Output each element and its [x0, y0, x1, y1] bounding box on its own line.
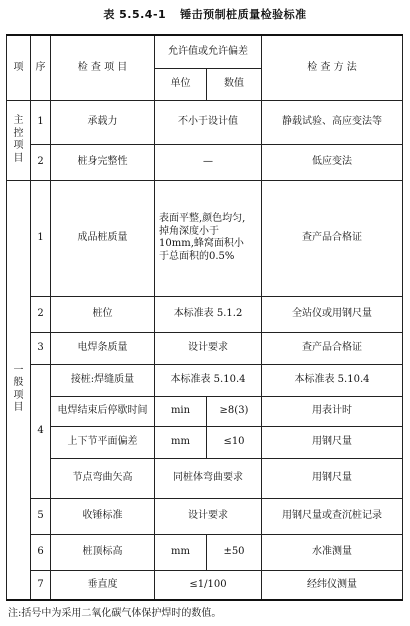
row-allowance: ≤1/100 — [155, 570, 262, 600]
row-method: 用表计时 — [262, 396, 403, 426]
table-row — [7, 498, 403, 534]
row-item: 承载力 — [51, 100, 155, 144]
row-item: 收锤标准 — [51, 498, 155, 534]
row-unit: mm — [155, 534, 207, 570]
row-allowance: 同桩体弯曲要求 — [155, 458, 262, 498]
row-allowance: — — [155, 144, 262, 180]
row-allowance: 本标准表 5.1.2 — [155, 296, 262, 332]
row-unit: min — [155, 396, 207, 426]
table-number: 表 5.5.4-1 — [103, 8, 167, 21]
table-row — [7, 570, 403, 600]
row-item: 垂直度 — [51, 570, 155, 600]
row-method: 用钢尺量或查沉桩记录 — [262, 498, 403, 534]
header-method: 检 查 方 法 — [262, 35, 403, 100]
row-value: ≥8(3) — [207, 396, 262, 426]
table-caption: 锤击预制桩质量检验标准 — [180, 8, 307, 21]
row-method: 用钢尺量 — [262, 458, 403, 498]
header-item: 检 查 项 目 — [51, 35, 155, 100]
row-item: 桩位 — [51, 296, 155, 332]
group-general: 一 般 项 目 — [7, 180, 31, 600]
row-method: 本标准表 5.10.4 — [262, 364, 403, 396]
table-row — [7, 296, 403, 332]
row-value: ≤10 — [207, 426, 262, 458]
row-seq: 1 — [31, 100, 51, 144]
table-note: 注:括号中为采用二氧化碳气体保护焊时的数值。 — [8, 608, 222, 619]
row-seq: 6 — [31, 534, 51, 570]
header-seq: 序 — [31, 35, 51, 100]
header-unit: 单位 — [155, 68, 207, 100]
row-seq: 3 — [31, 332, 51, 364]
quality-inspection-table — [6, 34, 403, 601]
row-item: 接桩:焊缝质量 — [51, 364, 155, 396]
row-item: 电焊条质量 — [51, 332, 155, 364]
row-allowance: 本标准表 5.10.4 — [155, 364, 262, 396]
row-allowance: 不小于设计值 — [155, 100, 262, 144]
header-value: 数值 — [207, 68, 262, 100]
row-item: 节点弯曲矢高 — [51, 458, 155, 498]
group-main-control: 主 控 项 目 — [7, 100, 31, 180]
table-title — [0, 6, 410, 22]
table-row — [7, 144, 403, 180]
row-item: 成品桩质量 — [51, 180, 155, 296]
table-row — [7, 332, 403, 364]
row-method: 低应变法 — [262, 144, 403, 180]
row-seq: 5 — [31, 498, 51, 534]
row-method: 用钢尺量 — [262, 426, 403, 458]
row-seq: 2 — [31, 296, 51, 332]
row-unit: mm — [155, 426, 207, 458]
row-method: 经纬仪测量 — [262, 570, 403, 600]
row-item: 桩顶标高 — [51, 534, 155, 570]
header-allowance: 允许值或允许偏差 — [155, 35, 262, 68]
row-method: 水准测量 — [262, 534, 403, 570]
table-row — [7, 100, 403, 144]
row-seq: 1 — [31, 180, 51, 296]
row-item: 桩身完整性 — [51, 144, 155, 180]
row-method: 静载试验、高应变法等 — [262, 100, 403, 144]
row-method: 查产品合格证 — [262, 332, 403, 364]
table-row — [7, 180, 403, 296]
row-item: 上下节平面偏差 — [51, 426, 155, 458]
row-seq: 7 — [31, 570, 51, 600]
row-method: 查产品合格证 — [262, 180, 403, 296]
table-row — [7, 364, 403, 396]
row-allowance: 设计要求 — [155, 498, 262, 534]
row-allowance: 设计要求 — [155, 332, 262, 364]
header-category: 项 — [7, 35, 31, 100]
table-row — [7, 534, 403, 570]
table-row — [7, 426, 403, 458]
table-row — [7, 458, 403, 498]
table-header-row — [7, 35, 403, 68]
row-allowance: 表面平整,颜色均匀,掉角深度小于10mm,蜂窝面积小于总面积的0.5% — [155, 180, 262, 296]
row-seq: 2 — [31, 144, 51, 180]
row-method: 全站仪或用钢尺量 — [262, 296, 403, 332]
table-row — [7, 396, 403, 426]
row-value: ±50 — [207, 534, 262, 570]
row-item: 电焊结束后停歇时间 — [51, 396, 155, 426]
row-seq: 4 — [31, 364, 51, 498]
